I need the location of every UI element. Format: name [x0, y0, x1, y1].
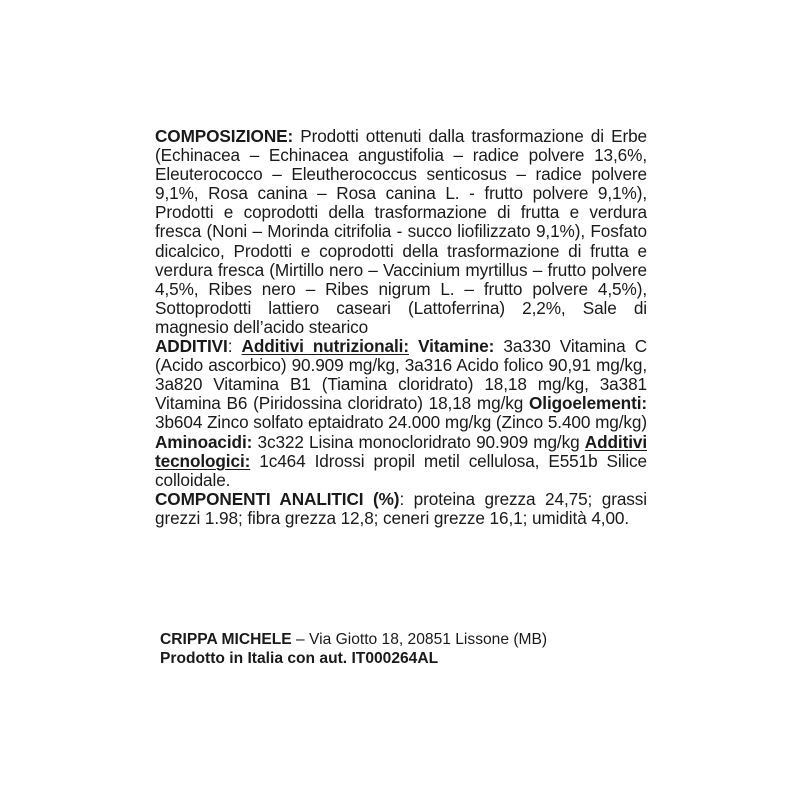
- vitamine-text: 3a330 Vitamina C (Acido ascorbico) 90.909 mg/kg, 3a316 Acido folico 90,91 mg/kg, 3a820 Vitamina B1 (Tiamina cloridrato) 18,18 mg/kg, 3a381 Vitamina B6 (Piridossina cloridrato) 18,18 mg/kg: [155, 336, 648, 414]
- additivi-nutrizionali-underlined: Additivi nutrizionali:: [241, 336, 409, 357]
- additivi-paragraph: [155, 337, 647, 490]
- componenti-text: : proteina grezza 24,75; grassi grezzi 1.98; fibra grezza 12,8; ceneri grezze 16,1; umidità 4,00.: [155, 488, 647, 528]
- composizione-paragraph: [155, 127, 647, 337]
- footer-block: [160, 631, 640, 668]
- oligoelementi-text: 3b604 Zinco solfato eptaidrato 24.000 mg/kg (Zinco 5.400 mg/kg): [155, 412, 647, 433]
- company-name: CRIPPA MICHELE: [160, 631, 292, 648]
- aminoacidi-label: Aminoacidi:: [155, 431, 253, 452]
- company-line: [160, 631, 640, 650]
- additivi-heading: ADDITIVI: [155, 336, 228, 357]
- company-address: – Via Giotto 18, 20851 Lissone (MB): [291, 631, 548, 648]
- componenti-paragraph: [155, 490, 647, 528]
- label-text-block: [155, 127, 647, 528]
- componenti-heading: COMPONENTI ANALITICI (%): [155, 488, 400, 509]
- additivi-nutrizionali-label: [242, 336, 409, 356]
- composizione-text: Prodotti ottenuti dalla trasformazione di Erbe (Echinacea – Echinacea angustifolia – radice polvere 13,6%, Eleuterococco – Eleutherococcus senticosus – radice polvere 9,1%, Rosa canina – Rosa canina L. - frutto polvere 9,1%), Prodotti e coprodotti della trasformazione di frutta e verdura fresca (Noni – Morinda citrifolia - succo liofilizzato 9,1%), Fosfato dicalcico, Prodotti e coprodotti della trasformazione di frutta e verdura fresca (Mirtillo nero – Vaccinium myrtillus – frutto polvere 4,5%, Ribes nero – Ribes nigrum L. – frutto polvere 4,5%), Sottoprodotti lattiero caseari (Lattoferrina) 2,2%, Sale di magnesio dell’acido stearico: [155, 126, 647, 337]
- additivi-tecnologici-text: 1c464 Idrossi propil metil cellulosa, E551b Silice colloidale.: [155, 450, 647, 490]
- additivi-tecnologici-underlined: Additivi tecnologici:: [155, 431, 647, 471]
- additivi-separator: :: [227, 336, 242, 357]
- vitamine-label: Vitamine:: [408, 336, 495, 357]
- aminoacidi-text: 3c322 Lisina monocloridrato 90.909 mg/kg: [252, 431, 585, 452]
- oligoelementi-label: Oligoelementi:: [529, 393, 647, 414]
- composizione-heading: COMPOSIZIONE:: [155, 126, 294, 146]
- production-line: Prodotto in Italia con aut. IT000264AL: [160, 649, 439, 667]
